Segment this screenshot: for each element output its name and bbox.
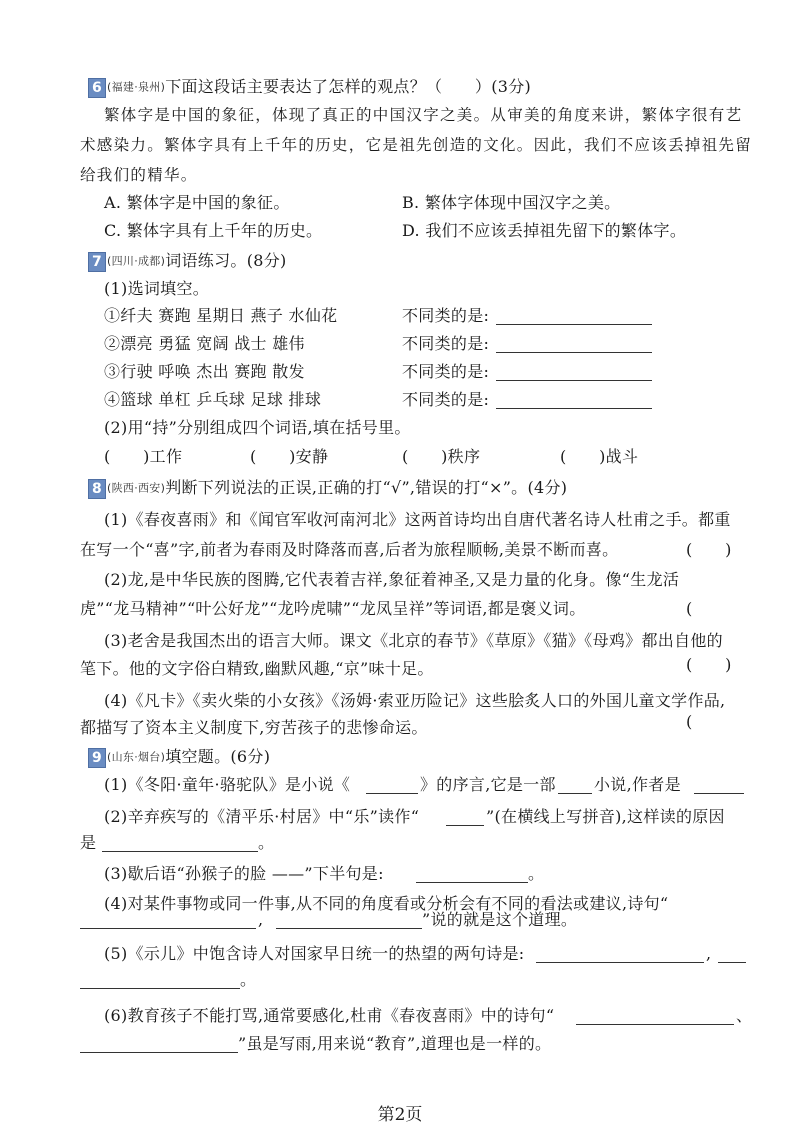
answer-blank[interactable]	[496, 408, 652, 409]
fill-text: 、	[736, 1006, 753, 1025]
question-6-header	[88, 76, 531, 99]
part-title: (2)用“持”分别组成四个词语,填在括号里。	[104, 418, 411, 437]
answer-blank[interactable]	[536, 962, 704, 963]
question-source: (陕西·西安)	[107, 481, 166, 495]
fill-text: (5)《示儿》中饱含诗人对国家早日统一的热望的两句诗是:	[104, 944, 525, 963]
row-prompt: 不同类的是:	[402, 362, 490, 381]
judge-bracket[interactable]: ( )	[686, 655, 732, 674]
fill-text: ”(在横线上写拼音),这样读的原因	[486, 807, 725, 826]
answer-blank[interactable]	[558, 793, 592, 794]
question-text: 词语练习。(8分)	[165, 251, 287, 270]
fill-text: (6)教育孩子不能打骂,通常要感化,杜甫《春夜喜雨》中的诗句“	[104, 1006, 555, 1025]
statement-line: 在写一个“喜”字,前者为春雨及时降落而喜,后者为旅程顺畅,美景不断而喜。	[80, 540, 619, 559]
answer-blank[interactable]	[80, 988, 240, 989]
judge-bracket[interactable]: (	[686, 599, 693, 618]
word-group: ③行驶 呼唤 杰出 赛跑 散发	[104, 362, 305, 381]
answer-blank[interactable]	[496, 380, 652, 381]
judge-bracket[interactable]: ( )	[686, 540, 732, 559]
question-7-header	[88, 250, 287, 273]
fill-text: ,	[258, 910, 264, 929]
question-8-header	[88, 477, 567, 500]
word-group: ①纤夫 赛跑 星期日 燕子 水仙花	[104, 306, 338, 325]
answer-blank[interactable]	[718, 962, 746, 963]
question-source: (福建·泉州)	[107, 80, 166, 94]
statement-line: (2)龙,是中华民族的图腾,它代表着吉祥,象征着神圣,又是力量的化身。像“生龙活	[104, 570, 680, 589]
fill-text: (2)辛弃疾写的《清平乐·村居》中“乐”读作“	[104, 807, 420, 826]
statement-line: 笔下。他的文字俗白精致,幽默风趣,“京”味十足。	[80, 659, 434, 678]
pinyin-blank[interactable]	[446, 825, 484, 826]
question-9-header	[88, 746, 270, 769]
passage-line: 给我们的精华。	[80, 166, 198, 184]
fill-text: 》的序言,它是一部	[420, 775, 556, 794]
statement-line: (1)《春夜喜雨》和《闻官军收河南河北》这两首诗均出自唐代著名诗人杜甫之手。都重	[104, 510, 731, 529]
question-text: 填空题。(6分)	[165, 747, 271, 766]
row-prompt: 不同类的是:	[402, 334, 490, 353]
fill-text: (4)对某件事物或同一件事,从不同的角度看或分析会有不同的看法或建议,诗句“	[104, 894, 669, 913]
passage-line: 术感染力。繁体字具有上千年的历史，它是祖先创造的文化。因此，我们不应该丢掉祖先留	[80, 136, 753, 154]
word-group: ④篮球 单杠 乒乓球 足球 排球	[104, 390, 322, 409]
answer-blank[interactable]	[496, 324, 652, 325]
fill-bracket[interactable]: ( )战斗	[560, 447, 639, 466]
option-d: D. 我们不应该丢掉祖先留下的繁体字。	[402, 221, 687, 240]
answer-blank[interactable]	[694, 793, 744, 794]
answer-blank[interactable]	[102, 851, 258, 852]
answer-blank[interactable]	[276, 928, 422, 929]
fill-bracket[interactable]: ( )工作	[104, 447, 183, 466]
option-c: C. 繁体字具有上千年的历史。	[104, 221, 323, 240]
statement-line: (3)老舍是我国杰出的语言大师。课文《北京的春节》《草原》《猫》《母鸡》都出自他的	[104, 631, 723, 650]
judge-bracket[interactable]: (	[686, 712, 693, 731]
question-number-badge: 8	[88, 479, 106, 499]
fill-text: 。	[528, 864, 545, 883]
fill-text: (1)《冬阳·童年·骆驼队》是小说《	[104, 775, 351, 794]
passage-line: 繁体字是中国的象征，体现了真正的中国汉字之美。从审美的角度来讲，繁体字很有艺	[104, 106, 743, 124]
question-text: 判断下列说法的正误,正确的打“√”,错误的打“×”。(4分)	[165, 478, 568, 497]
fill-text: 。	[258, 833, 275, 852]
statement-line: 都描写了资本主义制度下,穷苦孩子的悲惨命运。	[80, 718, 428, 737]
row-prompt: 不同类的是:	[402, 390, 490, 409]
question-number-badge: 9	[88, 748, 106, 768]
option-a: A. 繁体字是中国的象征。	[104, 193, 290, 212]
question-number-badge: 7	[88, 252, 106, 272]
option-b: B. 繁体字体现中国汉字之美。	[402, 193, 621, 212]
question-source: (四川·成都)	[107, 254, 166, 268]
answer-blank[interactable]	[576, 1024, 734, 1025]
answer-blank[interactable]	[416, 882, 528, 883]
fill-bracket[interactable]: ( )安静	[250, 447, 329, 466]
row-prompt: 不同类的是:	[402, 306, 490, 325]
question-source: (山东·烟台)	[107, 750, 166, 764]
question-text: 下面这段话主要表达了怎样的观点？（ ）(3分)	[165, 77, 532, 96]
answer-blank[interactable]	[80, 1052, 238, 1053]
fill-text: 是	[80, 833, 97, 852]
answer-blank[interactable]	[366, 793, 418, 794]
statement-line: 虎”“龙马精神”“叶公好龙”“龙吟虎啸”“龙凤呈祥”等词语,都是褒义词。	[80, 599, 586, 618]
fill-text: ”说的就是这个道理。	[422, 910, 578, 929]
fill-text: 。	[240, 970, 257, 989]
answer-blank[interactable]	[80, 928, 256, 929]
answer-blank[interactable]	[496, 352, 652, 353]
fill-text: ”虽是写雨,用来说“教育”,道理也是一样的。	[238, 1034, 552, 1053]
fill-text: 小说,作者是	[594, 775, 681, 794]
part-title: (1)选词填空。	[104, 279, 210, 298]
fill-bracket[interactable]: ( )秩序	[402, 447, 481, 466]
statement-line: (4)《凡卡》《卖火柴的小女孩》《汤姆·索亚历险记》这些脍炙人口的外国儿童文学作品,	[104, 691, 726, 710]
fill-text: ,	[706, 944, 712, 963]
word-group: ②漂亮 勇猛 宽阔 战士 雄伟	[104, 334, 305, 353]
question-number-badge: 6	[88, 78, 106, 98]
page-number: 第2页	[377, 1105, 423, 1125]
fill-text: (3)歇后语“孙猴子的脸 ——”下半句是:	[104, 864, 384, 883]
